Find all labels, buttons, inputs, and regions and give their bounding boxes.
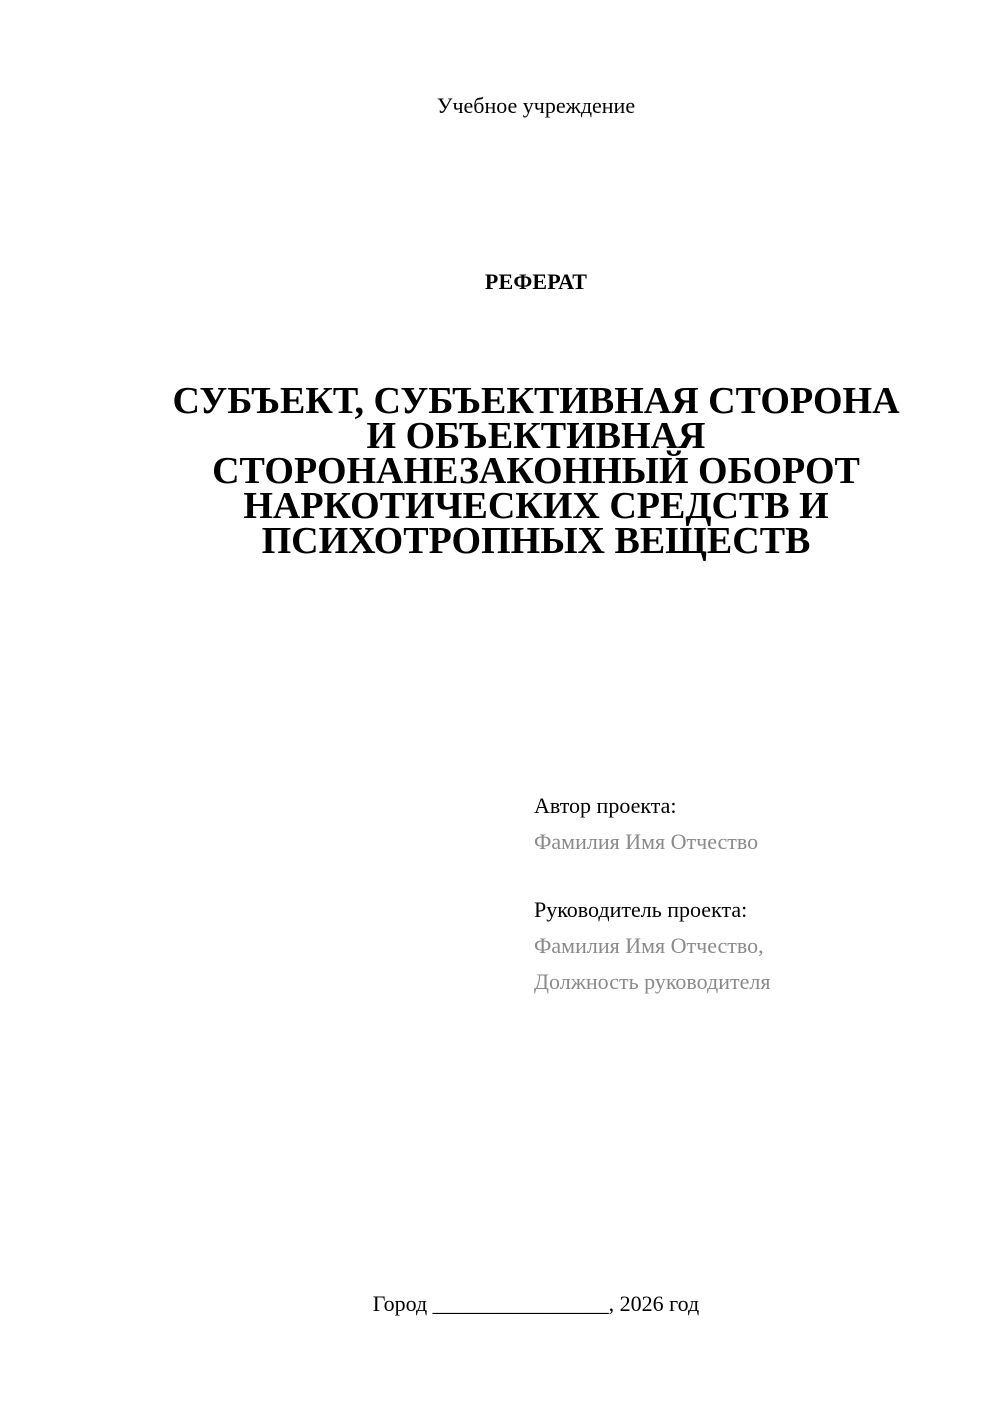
title-line-5: ПСИХОТРОПНЫХ ВЕЩЕСТВ xyxy=(261,520,811,562)
author-label: Автор проекта: xyxy=(534,793,677,818)
title-line-1: СУБЪЕКТ, СУБЪЕКТИВНАЯ СТОРОНА xyxy=(172,380,900,422)
title-line-3: СТОРОНАНЕЗАКОННЫЙ ОБОРОТ xyxy=(212,450,860,492)
supervisor-name-placeholder: Фамилия Имя Отчество, xyxy=(534,933,764,958)
title-line-2: И ОБЪЕКТИВНАЯ xyxy=(366,415,706,457)
document-type-label: РЕФЕРАТ xyxy=(484,269,588,294)
city-year-line: Город ________________, 2026 год xyxy=(372,1291,700,1316)
supervisor-label: Руководитель проекта: xyxy=(534,897,748,922)
project-info-block xyxy=(534,788,974,1000)
document-title xyxy=(160,380,912,562)
institution-name: Учебное учреждение xyxy=(436,93,636,118)
title-line-4: НАРКОТИЧЕСКИХ СРЕДСТВ И xyxy=(243,485,829,527)
author-name-placeholder: Фамилия Имя Отчество xyxy=(534,829,759,854)
supervisor-position-placeholder: Должность руководителя xyxy=(534,969,771,994)
info-spacer xyxy=(534,860,974,892)
